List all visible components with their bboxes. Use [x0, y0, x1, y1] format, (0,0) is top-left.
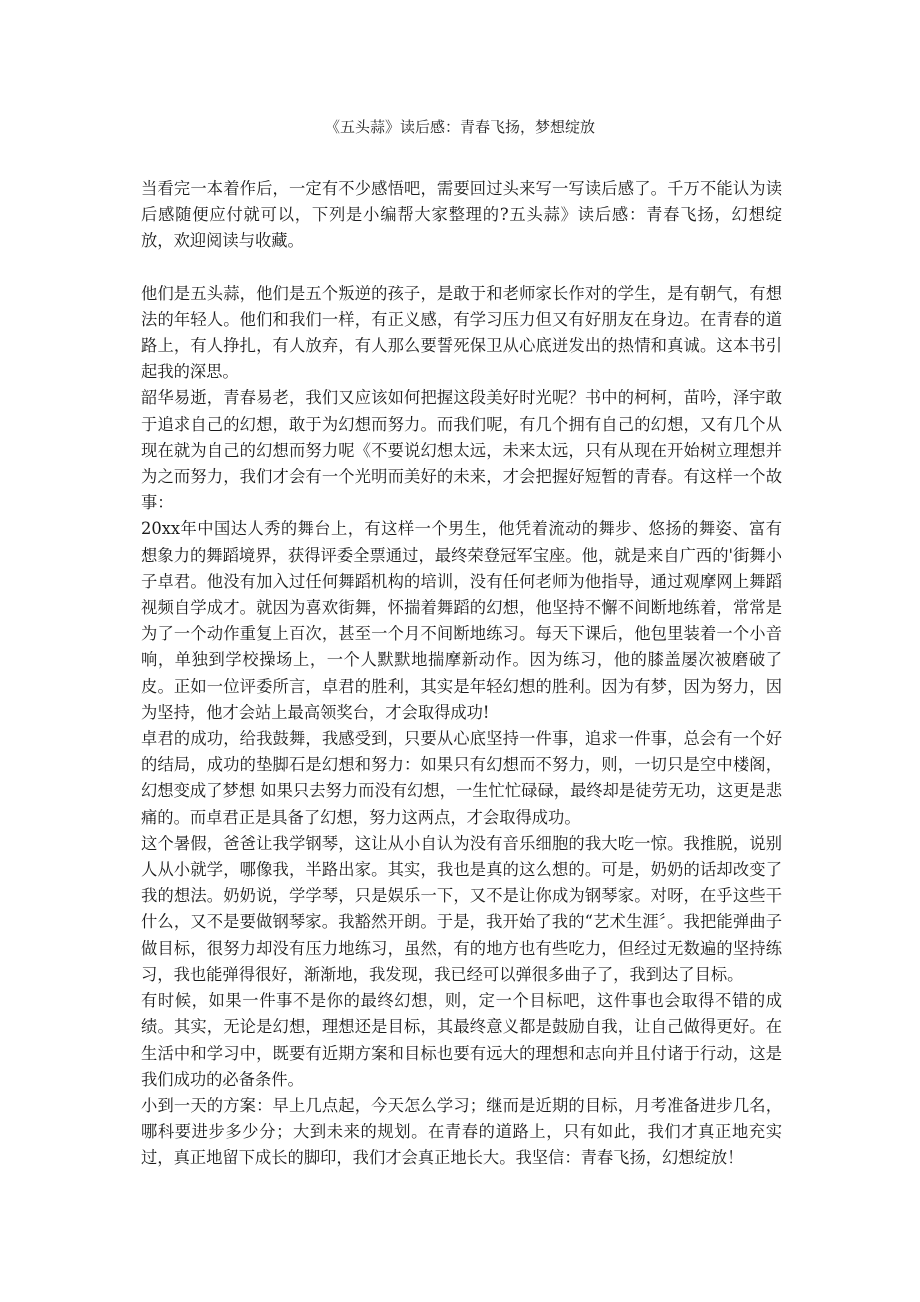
body-paragraph: 韶华易逝，青春易老，我们又应该如何把握这段美好时光呢？书中的柯柯，苗吟，泽宇敢于追求自己的幻想，敢于为幻想而努力。而我们呢，有几个拥有自己的幻想，又有几个从现在就为自己的幻想而努力呢《不要说幻想太远，未来太远，只有从现在开始树立理想并为之而努力，我们才会有一个光明而美好的未来，才会把握好短暂的青春。有这样一个故事：	[141, 388, 782, 513]
intro-paragraph: 当看完一本着作后，一定有不少感悟吧，需要回过头来写一写读后感了。千万不能认为读后感随便应付就可以，下列是小编帮大家整理的?五头蒜》读后感：青春飞扬，幻想绽放，欢迎阅读与收藏。	[141, 179, 782, 251]
body-paragraph: 他们是五头蒜，他们是五个叛逆的孩子，是敢于和老师家长作对的学生，是有朝气，有想法的年轻人。他们和我们一样，有正义感，有学习压力但又有好朋友在身边。在青春的道路上，有人挣扎，有人放弃，有人那么要誓死保卫从心底迸发出的热情和真诚。这本书引起我的深思。	[141, 283, 782, 382]
body-paragraph: 卓君的成功，给我鼓舞，我感受到，只要从心底坚持一件事，追求一件事，总会有一个好的结局，成功的垫脚石是幻想和努力：如果只有幻想而不努力，则，一切只是空中楼阁，幻想变成了梦想 如果只去努力而没有幻想，一生忙忙碌碌，最终却是徒劳无功，这更是悲痛的。而卓君正是具备了幻想，努力这两点，才会取得成功。	[141, 729, 782, 827]
body-paragraph: 有时候，如果一件事不是你的最终幻想，则，定一个目标吧，这件事也会取得不错的成绩。其实，无论是幻想，理想还是目标，其最终意义都是鼓励自我，让自己做得更好。在生活中和学习中，既要有近期方案和目标也要有远大的理想和志向并且付诸于行动，这是我们成功的必备条件。	[141, 991, 782, 1089]
document-title: 《五头蒜》读后感：青春飞扬，梦想绽放	[324, 118, 595, 136]
body-paragraph: 20xx年中国达人秀的舞台上，有这样一个男生，他凭着流动的舞步、悠扬的舞姿、富有想象力的舞蹈境界，获得评委全票通过，最终荣登冠军宝座。他，就是来自广西的'街舞小子卓君。他没有加入过任何舞蹈机构的培训，没有任何老师为他指导，通过观摩网上舞蹈视频自学成才。就因为喜欢街舞，怀揣着舞蹈的幻想，他坚持不懈不间断地练着，常常是为了一个动作重复上百次，甚至一个月不间断地练习。每天下课后，他包里装着一个小音响，单独到学校操场上，一个人默默地揣摩新动作。因为练习，他的膝盖屡次被磨破了皮。正如一位评委所言，卓君的胜利，其实是年轻幻想的胜利。因为有梦，因为努力，因为坚持，他才会站上最高领奖台，才会取得成功!	[141, 519, 782, 722]
body-paragraph: 这个暑假，爸爸让我学钢琴，这让从小自认为没有音乐细胞的我大吃一惊。我推脱，说别人从小就学，哪像我，半路出家。其实，我也是真的这么想的。可是，奶奶的话却改变了我的想法。奶奶说，学学琴，只是娱乐一下，又不是让你成为钢琴家。对呀，在乎这些干什么，又不是要做钢琴家。我豁然开朗。于是，我开始了我的“艺术生涯〞。我把能弹曲子做目标，很努力却没有压力地练习，虽然，有的地方也有些吃力，但经过无数遍的坚持练习，我也能弹得很好，渐渐地，我发现，我已经可以弹很多曲子了，我到达了目标。	[141, 833, 782, 984]
document-body	[141, 176, 782, 1172]
body-paragraph: 小到一天的方案：早上几点起，今天怎么学习；继而是近期的目标，月考准备进步几名，哪科要进步多少分；大到未来的规划。在青春的道路上，只有如此，我们才真正地充实过，真正地留下成长的脚印，我们才会真正地长大。我坚信：青春飞扬，幻想绽放！	[141, 1095, 782, 1168]
